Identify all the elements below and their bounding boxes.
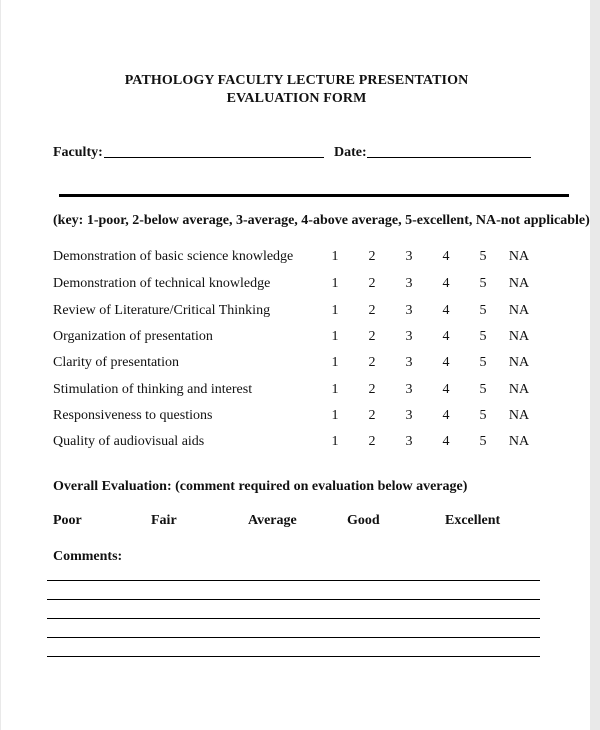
comment-line[interactable]	[47, 599, 540, 600]
rating-option-2[interactable]: 2	[368, 355, 376, 370]
faculty-label: Faculty:	[53, 145, 103, 160]
rating-option-3[interactable]: 3	[405, 276, 413, 291]
rating-option-3[interactable]: 3	[405, 303, 413, 318]
overall-option-average[interactable]: Average	[248, 513, 297, 528]
rating-option-5[interactable]: 5	[479, 329, 487, 344]
rating-option-1[interactable]: 1	[331, 382, 339, 397]
comment-line[interactable]	[47, 637, 540, 638]
rating-option-na[interactable]: NA	[508, 249, 530, 264]
rating-option-2[interactable]: 2	[368, 408, 376, 423]
rating-option-4[interactable]: 4	[442, 329, 450, 344]
rating-option-1[interactable]: 1	[331, 276, 339, 291]
form-title-line1: PATHOLOGY FACULTY LECTURE PRESENTATION	[124, 73, 469, 88]
criterion-label: Demonstration of technical knowledge	[53, 276, 271, 291]
rating-key: (key: 1-poor, 2-below average, 3-average, 4-above average, 5-excellent, NA-not applicable)	[53, 213, 590, 228]
rating-option-2[interactable]: 2	[368, 249, 376, 264]
rating-option-1[interactable]: 1	[331, 355, 339, 370]
rating-option-na[interactable]: NA	[508, 355, 530, 370]
rating-option-3[interactable]: 3	[405, 382, 413, 397]
rating-option-na[interactable]: NA	[508, 303, 530, 318]
rating-option-2[interactable]: 2	[368, 303, 376, 318]
rating-option-5[interactable]: 5	[479, 249, 487, 264]
rating-option-2[interactable]: 2	[368, 382, 376, 397]
date-label: Date:	[334, 145, 367, 160]
rating-option-4[interactable]: 4	[442, 303, 450, 318]
overall-option-poor[interactable]: Poor	[53, 513, 82, 528]
rating-option-na[interactable]: NA	[508, 382, 530, 397]
rating-option-5[interactable]: 5	[479, 382, 487, 397]
rating-option-2[interactable]: 2	[368, 434, 376, 449]
rating-option-3[interactable]: 3	[405, 355, 413, 370]
rating-option-3[interactable]: 3	[405, 408, 413, 423]
section-divider	[59, 194, 569, 197]
faculty-field[interactable]	[104, 157, 324, 158]
criterion-label: Responsiveness to questions	[53, 408, 213, 423]
overall-option-good[interactable]: Good	[347, 513, 380, 528]
rating-option-1[interactable]: 1	[331, 408, 339, 423]
criterion-label: Organization of presentation	[53, 329, 213, 344]
criterion-label: Quality of audiovisual aids	[53, 434, 205, 449]
rating-option-1[interactable]: 1	[331, 303, 339, 318]
rating-option-5[interactable]: 5	[479, 355, 487, 370]
rating-option-2[interactable]: 2	[368, 276, 376, 291]
rating-option-2[interactable]: 2	[368, 329, 376, 344]
criterion-label: Clarity of presentation	[53, 355, 179, 370]
form-page	[1, 0, 590, 730]
comment-line[interactable]	[47, 618, 540, 619]
rating-option-4[interactable]: 4	[442, 408, 450, 423]
rating-option-5[interactable]: 5	[479, 434, 487, 449]
rating-option-4[interactable]: 4	[442, 355, 450, 370]
rating-option-4[interactable]: 4	[442, 382, 450, 397]
rating-option-4[interactable]: 4	[442, 276, 450, 291]
rating-option-1[interactable]: 1	[331, 249, 339, 264]
rating-option-3[interactable]: 3	[405, 329, 413, 344]
rating-option-na[interactable]: NA	[508, 434, 530, 449]
rating-option-na[interactable]: NA	[508, 276, 530, 291]
rating-option-4[interactable]: 4	[442, 249, 450, 264]
rating-option-na[interactable]: NA	[508, 408, 530, 423]
rating-option-5[interactable]: 5	[479, 408, 487, 423]
rating-option-3[interactable]: 3	[405, 249, 413, 264]
form-title-line2: EVALUATION FORM	[226, 91, 367, 106]
overall-evaluation-label: Overall Evaluation: (comment required on evaluation below average)	[53, 479, 468, 494]
rating-option-1[interactable]: 1	[331, 329, 339, 344]
overall-option-fair[interactable]: Fair	[151, 513, 177, 528]
rating-option-na[interactable]: NA	[508, 329, 530, 344]
rating-option-5[interactable]: 5	[479, 276, 487, 291]
date-field[interactable]	[367, 157, 531, 158]
criterion-label: Stimulation of thinking and interest	[53, 382, 253, 397]
rating-option-5[interactable]: 5	[479, 303, 487, 318]
rating-option-3[interactable]: 3	[405, 434, 413, 449]
overall-option-excellent[interactable]: Excellent	[445, 513, 501, 528]
comment-line[interactable]	[47, 580, 540, 581]
comment-line[interactable]	[47, 656, 540, 657]
criterion-label: Demonstration of basic science knowledge	[53, 249, 294, 264]
rating-option-4[interactable]: 4	[442, 434, 450, 449]
criterion-label: Review of Literature/Critical Thinking	[53, 303, 271, 318]
rating-option-1[interactable]: 1	[331, 434, 339, 449]
comments-label: Comments:	[53, 549, 123, 564]
